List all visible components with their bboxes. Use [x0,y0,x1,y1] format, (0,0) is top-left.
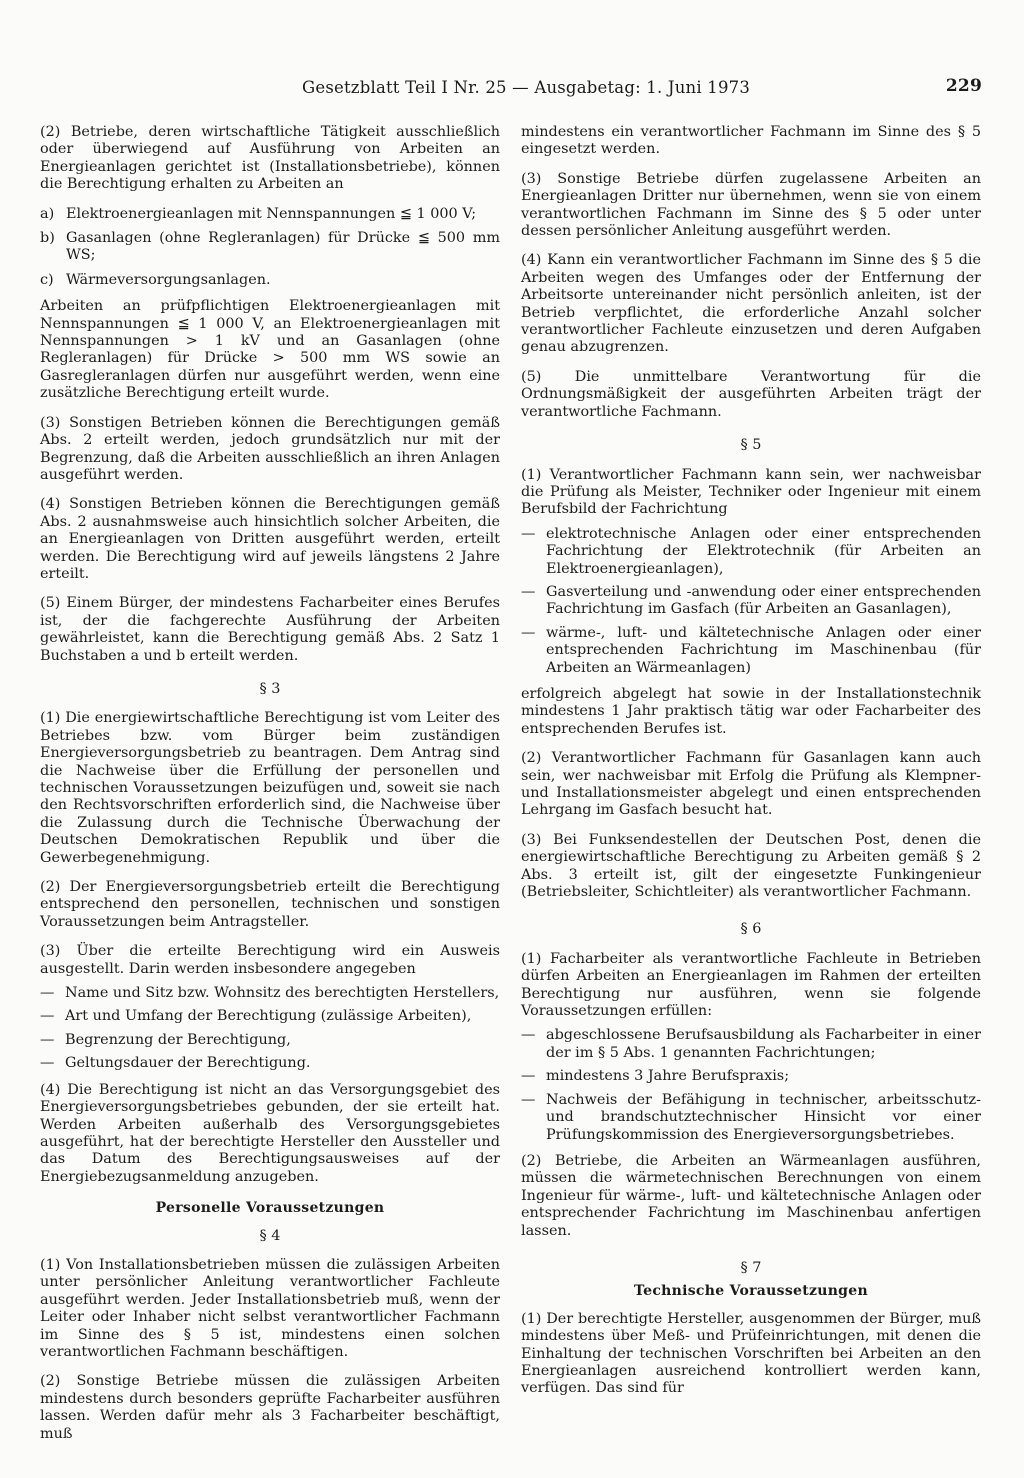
paragraph: (1) Facharbeiter als verantwortliche Fachleute in Betrieben dürfen Arbeiten an Energieanlagen im Rahmen der erteilten Berechtigung nur ausführen, wenn sie folgende Voraussetzungen erfüllen: [521,950,981,1020]
letter-list [40,206,500,290]
running-title: Gesetzblatt Teil I Nr. 25 — Ausgabetag: 1. Juni 1973 [302,78,751,97]
list-item-text: Nachweis der Befähigung in technischer, arbeitsschutz- und brandschutztechnischer Hinsicht vor einer Prüfungskommission des Energieversorgungsbetriebes. [546,1091,981,1143]
dash-marker: — [40,1008,55,1025]
list-item-text: abgeschlossene Berufsausbildung als Facharbeiter in einer der im § 5 Abs. 1 genannten Fachrichtungen; [546,1027,981,1061]
paragraph: (1) Der berechtigte Hersteller, ausgenommen der Bürger, muß mindestens über Meß- und Prüfeinrichtungen, mit denen die Einhaltung der technischen Vorschriften bei Arbeiten an den Energieanlagen ausreichend kontrolliert werden kann, verfügen. Das sind für [521,1310,981,1397]
paragraph: (2) Betriebe, die Arbeiten an Wärmeanlagen ausführen, müssen die wärmetechnischen Berechnungen von einem Ingenieur für wärme-, luft- und kältetechnische Anlagen oder entsprechender Fachrichtung im Maschinenbau anfertigen lassen. [521,1152,981,1239]
paragraph: (3) Sonstigen Betrieben können die Berechtigungen gemäß Abs. 2 erteilt werden, jedoch grundsätzlich nur mit der Begrenzung, daß die Arbeiten ausschließlich an ihren Anlagen ausgeführt werden. [40,414,500,483]
list-item [521,625,981,677]
section-heading: § 5 [740,437,762,454]
list-item [40,1055,500,1072]
right-column [521,124,981,1398]
list-item-text: Gasverteilung und -anwendung oder einer entsprechenden Fachrichtung im Gasfach (für Arbeiten an Gasanlagen), [546,583,981,618]
paragraph: (2) Der Energieversorgungsbetrieb erteilt die Berechtigung entsprechend den personellen, technischen und sonstigen Voraussetzungen beim Antragsteller. [40,879,500,930]
dash-marker: — [521,1091,536,1108]
list-item [521,1068,981,1085]
list-item [40,1008,500,1025]
paragraph: (1) Die energiewirtschaftliche Berechtigung ist vom Leiter des Betriebes bzw. vom Bürger beim zuständigen Energieversorgungsbetrieb zu beantragen. Dem Antrag sind die Nachweise über die Erfüllung der personellen und technischen Voraussetzungen beizufügen und, soweit sie nach den Rechtsvorschriften erforderlich sind, die Nachweise über die Zulassung durch die Technische Überwachung der Deutschen Demokratischen Republik und über die Gewerbegenehmigung. [40,710,500,866]
paragraph: (3) Über die erteilte Berechtigung wird ein Ausweis ausgestellt. Darin werden insbesondere angegeben [40,943,500,977]
list-item-text: Wärmeversorgungsanlagen. [66,271,271,288]
list-item [521,526,981,578]
left-column [40,124,500,1443]
dash-marker: — [521,624,536,641]
list-item [521,1027,981,1062]
section-title: Personelle Voraussetzungen [155,1200,385,1217]
list-item-text: elektrotechnische Anlagen oder einer entsprechenden Fachrichtung der Elektrotechnik (für Arbeiten an Elektroenergieanlagen), [546,525,981,577]
paragraph: (2) Sonstige Betriebe müssen die zulässigen Arbeiten mindestens durch besonders geprüfte Facharbeiter ausführen lassen. Werden dafür mehr als 3 Facharbeiter beschäftigt, muß [40,1373,500,1442]
list-item [521,1092,981,1144]
dash-marker: — [521,525,536,542]
dash-marker: — [521,1068,536,1085]
paragraph: (4) Die Berechtigung ist nicht an das Versorgungsgebiet des Energieversorgungsbetriebes gebunden, der sie erteilt hat. Werden Arbeiten außerhalb des Versorgungsgebietes ausgeführt, hat der berechtigte Hersteller den Aussteller und das Datum des Berechtigungsausweises auf der Energiebezugsanmeldung anzugeben. [40,1081,500,1185]
list-item [40,206,500,223]
section-title: Technische Voraussetzungen [634,1283,868,1300]
dash-marker: — [40,1031,55,1048]
section-heading: § 3 [259,680,281,697]
list-item [40,272,500,289]
list-marker: a) [40,205,55,222]
paragraph: (2) Betriebe, deren wirtschaftliche Tätigkeit ausschließlich oder überwiegend auf Ausführung von Arbeiten an Energieanlagen gerichtet ist (Installationsbetriebe), können die Berechtigung erhalten zu Arbeiten an [40,124,500,193]
section-heading: § 7 [740,1259,762,1276]
paragraph: (5) Die unmittelbare Verantwortung für die Ordnungsmäßigkeit der ausgeführten Arbeiten trägt der verantwortliche Fachmann. [521,368,981,420]
list-item [521,584,981,619]
dash-list [40,985,500,1073]
list-item-text: Geltungsdauer der Berechtigung. [65,1055,311,1072]
list-item-text: mindestens 3 Jahre Berufspraxis; [546,1068,790,1085]
paragraph: (1) Verantwortlicher Fachmann kann sein, wer nachweisbar die Prüfung als Meister, Techniker oder Ingenieur mit einem Berufsbild der Fachrichtung [521,466,981,518]
paragraph: (1) Von Installationsbetrieben müssen die zulässigen Arbeiten unter persönlicher Anleitung verantwortlicher Fachleute ausgeführt werden. Jeder Installationsbetrieb muß, wenn der Leiter oder Inhaber nicht selbst verantwortlicher Fachmann im Sinne des § 5 ist, mindestens einen solchen verantwortlichen Fachmann beschäftigen. [40,1256,500,1360]
section-heading: § 4 [259,1227,281,1244]
paragraph: Arbeiten an prüfpflichtigen Elektroenergieanlagen mit Nennspannungen ≦ 1 000 V, an Elektroenergieanlagen mit Nennspannungen > 1 kV und an Gasanlagen (ohne Regleranlagen) für Drücke > 500 mm WS sowie an Gasregleranlagen dürfen nur ausgeführt werden, wenn eine zusätzliche Berechtigung erteilt wurde. [40,298,500,402]
dash-list [521,526,981,677]
page-number: 229 [945,76,982,96]
dash-marker: — [521,583,536,600]
paragraph: mindestens ein verantwortlicher Fachmann im Sinne des § 5 eingesetzt werden. [521,124,981,158]
paragraph: (4) Sonstigen Betrieben können die Berechtigungen gemäß Abs. 2 ausnahmsweise auch hinsichtlich solcher Arbeiten, die an Energieanlagen von Dritten ausgeführt werden, erteilt werden. Die Berechtigung wird auf jeweils längstens 2 Jahre erteilt. [40,496,500,582]
list-marker: c) [40,271,54,288]
section-heading: § 6 [740,921,762,938]
dash-marker: — [521,1027,536,1044]
list-item-text: Name und Sitz bzw. Wohnsitz des berechtigten Herstellers, [65,985,500,1002]
dash-marker: — [40,985,55,1002]
list-item-text: wärme-, luft- und kältetechnische Anlagen oder einer entsprechenden Fachrichtung im Maschinenbau (für Arbeiten an Wärmeanlagen) [546,624,981,676]
page-header [40,76,982,102]
list-item [40,230,500,265]
paragraph: (4) Kann ein verantwortlicher Fachmann im Sinne des § 5 die Arbeiten wegen des Umfanges oder der Entfernung der Arbeitsorte untereinander nicht persönlich anleiten, ist der Betrieb verpflichtet, die erforderliche Anzahl solcher verantwortlicher Fachleute einzusetzen und deren Aufgaben genau abzugrenzen. [521,252,981,356]
list-marker: b) [40,230,55,247]
list-item [40,985,500,1002]
paragraph: (3) Bei Funksendestellen der Deutschen Post, denen die energiewirtschaftliche Berechtigung zu Arbeiten gemäß § 2 Abs. 3 erteilt ist, gilt der eingesetzte Funkingenieur (Betriebsleiter, Schichtleiter) als verantwortlicher Fachmann. [521,831,981,901]
dash-list [521,1027,981,1143]
paragraph: (5) Einem Bürger, der mindestens Facharbeiter eines Berufes ist, der die fachgerechte Ausführung der Arbeiten gewährleistet, kann die Berechtigung gemäß Abs. 2 Satz 1 Buchstaben a und b erteilt werden. [40,595,500,664]
dash-marker: — [40,1055,55,1072]
paragraph: (3) Sonstige Betriebe dürfen zugelassene Arbeiten an Energieanlagen Dritter nur übernehmen, wenn sie von einem verantwortlichen Fachmann im Sinne des § 5 oder unter dessen persönlicher Anleitung ausgeführt werden. [521,170,981,240]
list-item-text: Art und Umfang der Berechtigung (zulässige Arbeiten), [65,1008,472,1025]
list-item [40,1032,500,1049]
paragraph: (2) Verantwortlicher Fachmann für Gasanlagen kann auch sein, wer nachweisbar mit Erfolg die Prüfung als Klempner- und Installationsmeister abgelegt und einen entsprechenden Lehrgang im Gasfach besucht hat. [521,750,981,819]
list-item-text: Begrenzung der Berechtigung, [65,1031,291,1048]
list-item-text: Gasanlagen (ohne Regleranlagen) für Drücke ≦ 500 mm WS; [66,230,500,264]
list-item-text: Elektroenergieanlagen mit Nennspannungen ≦ 1 000 V; [66,205,477,222]
paragraph: erfolgreich abgelegt hat sowie in der Installationstechnik mindestens 1 Jahr praktisch tätig war oder Facharbeiter des entsprechenden Berufes ist. [521,685,981,737]
